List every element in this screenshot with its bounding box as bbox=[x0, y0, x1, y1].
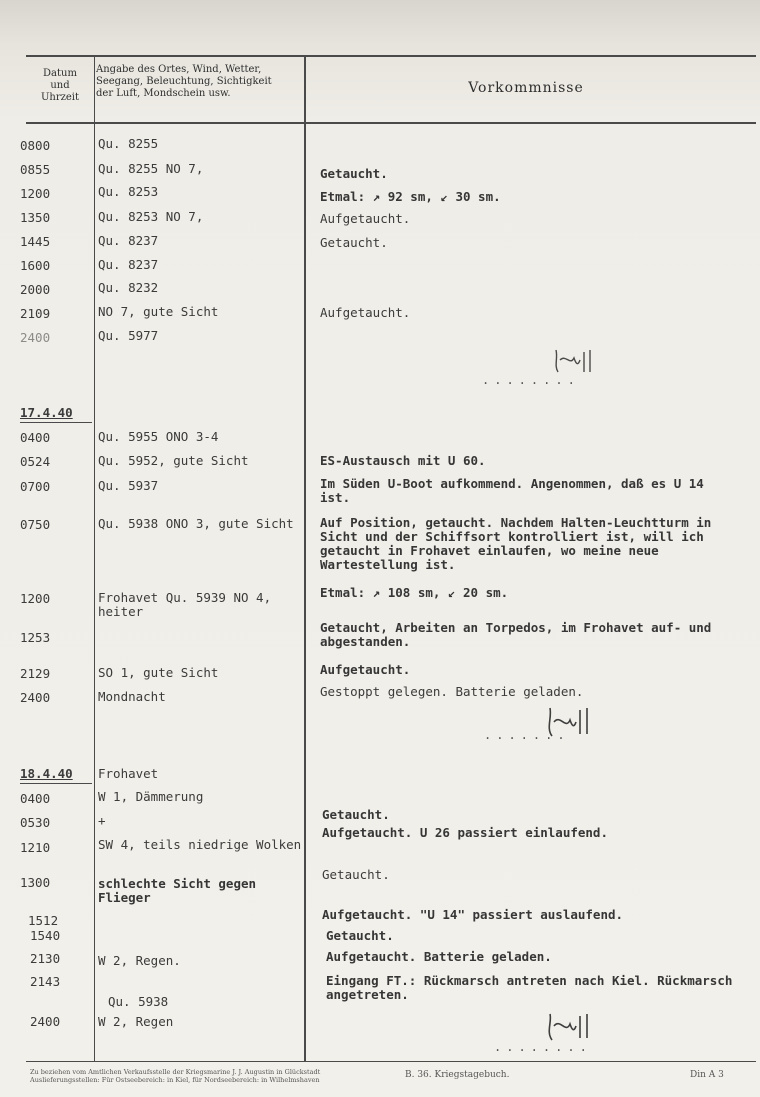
log-event: Getaucht, Arbeiten an Torpedos, im Frohavet auf- und abgestanden. bbox=[320, 620, 712, 649]
column-rule-1 bbox=[94, 56, 95, 1061]
log-place: Qu. 5955 ONO 3-4 bbox=[98, 429, 219, 444]
log-place: Qu. 8255 bbox=[98, 136, 159, 151]
log-event: Getaucht. bbox=[326, 928, 394, 943]
log-place: W 2, Regen bbox=[98, 1014, 174, 1029]
log-time: 2400 bbox=[30, 1014, 61, 1029]
log-place: SO 1, gute Sicht bbox=[98, 665, 219, 680]
closing-dots: ....... bbox=[484, 728, 570, 742]
date-rule bbox=[20, 783, 92, 784]
log-event: Aufgetaucht. bbox=[320, 211, 411, 226]
header-col-date: Datum und Uhrzeit bbox=[40, 68, 80, 103]
log-event: Etmal: ↗ 108 sm, ↙ 20 sm. bbox=[320, 585, 509, 600]
log-event: Getaucht. bbox=[322, 807, 390, 822]
log-place: Qu. 5952, gute Sicht bbox=[98, 453, 249, 468]
log-place: Mondnacht bbox=[98, 689, 166, 704]
footer-publisher: Zu beziehen vom Amtlichen Verkaufsstelle der Kriegsmarine J. J. Augustin in Glückstadt Auslieferungsstellen: Für Ostseebereich: in Kiel, für Nordseebereich: in Wilhelmshaven bbox=[30, 1068, 321, 1084]
column-rule-2 bbox=[304, 56, 306, 1061]
log-event: Im Süden U-Boot aufkommend. Angenommen, daß es U 14 ist. bbox=[320, 476, 704, 505]
log-time: 0524 bbox=[20, 454, 51, 469]
log-place: Qu. 8253 bbox=[98, 184, 159, 199]
log-place: Qu. 8232 bbox=[98, 280, 159, 295]
log-place: Qu. 5938 bbox=[108, 994, 169, 1009]
log-event: Aufgetaucht. bbox=[320, 305, 411, 320]
log-time: 0750 bbox=[20, 517, 51, 532]
log-event: Getaucht. bbox=[322, 867, 390, 882]
log-event: Aufgetaucht. U 26 passiert einlaufend. bbox=[322, 825, 608, 840]
log-time: 2000 bbox=[20, 282, 51, 297]
log-place: Qu. 5937 bbox=[98, 478, 159, 493]
log-time: 0855 bbox=[20, 162, 51, 177]
footer-paper-size: Din A 3 bbox=[690, 1070, 724, 1080]
log-time: 2109 bbox=[20, 306, 51, 321]
log-time: 0800 bbox=[20, 138, 51, 153]
log-event: Getaucht. bbox=[320, 166, 388, 181]
header-bottom-rule bbox=[26, 122, 756, 124]
log-time: 1300 bbox=[20, 875, 51, 890]
log-place: Qu. 5977 bbox=[98, 328, 159, 343]
header-top-rule bbox=[26, 55, 756, 57]
log-time: 1200 bbox=[20, 186, 51, 201]
footer-form-title: B. 36. Kriegstagebuch. bbox=[405, 1070, 510, 1080]
log-place: Qu. 8237 bbox=[98, 233, 159, 248]
date-rule bbox=[20, 422, 92, 423]
log-place: Qu. 8237 bbox=[98, 257, 159, 272]
closing-dots: ........ bbox=[482, 373, 580, 387]
log-place: Frohavet bbox=[98, 766, 159, 781]
log-event: ES-Austausch mit U 60. bbox=[320, 453, 486, 468]
log-place: W 2, Regen. bbox=[98, 953, 181, 968]
log-time: 1210 bbox=[20, 840, 51, 855]
log-time: 1200 bbox=[20, 591, 51, 606]
log-place: W 1, Dämmerung bbox=[98, 789, 204, 804]
log-place: Qu. 5938 ONO 3, gute Sicht bbox=[98, 516, 294, 531]
footer-rule bbox=[26, 1061, 756, 1062]
header-col-place: Angabe des Ortes, Wind, Wetter, Seegang, Beleuchtung, Sichtigkeit der Luft, Mondschein usw. bbox=[96, 64, 272, 99]
closing-dots: ........ bbox=[494, 1040, 592, 1054]
log-time: 2143 bbox=[30, 974, 61, 989]
log-time: 1600 bbox=[20, 258, 51, 273]
log-event: Eingang FT.: Rückmarsch antreten nach Kiel. Rückmarsch angetreten. bbox=[326, 973, 733, 1002]
log-event: Etmal: ↗ 92 sm, ↙ 30 sm. bbox=[320, 189, 501, 204]
log-place: Frohavet Qu. 5939 NO 4, heiter bbox=[98, 590, 272, 619]
log-event: Auf Position, getaucht. Nachdem Halten-Leuchtturm in Sicht und der Schiffsort kontrolliert ist, will ich getaucht in Frohavet einlaufen, wo meine neue Wartestellung ist. bbox=[320, 515, 712, 572]
log-time: 0530 bbox=[20, 815, 51, 830]
log-time: 2400 bbox=[20, 690, 51, 705]
log-time: 0700 bbox=[20, 479, 51, 494]
log-time: 0400 bbox=[20, 430, 51, 445]
log-place: Qu. 8253 NO 7, bbox=[98, 209, 204, 224]
log-date: 18.4.40 bbox=[20, 766, 73, 781]
log-place: NO 7, gute Sicht bbox=[98, 304, 219, 319]
log-place: Qu. 8255 NO 7, bbox=[98, 161, 204, 176]
log-event: Getaucht. bbox=[320, 235, 388, 250]
log-place: + bbox=[98, 813, 106, 828]
log-event: Gestoppt gelegen. Batterie geladen. bbox=[320, 684, 584, 699]
log-time: 2129 bbox=[20, 666, 51, 681]
log-event: Aufgetaucht. Batterie geladen. bbox=[326, 949, 552, 964]
log-time: 1350 bbox=[20, 210, 51, 225]
log-time: 0400 bbox=[20, 791, 51, 806]
log-place: schlechte Sicht gegen Flieger bbox=[98, 876, 257, 905]
header-col-events: Vorkommnisse bbox=[468, 80, 584, 96]
log-event: Aufgetaucht. "U 14" passiert auslaufend. bbox=[322, 907, 624, 922]
log-time: 2130 bbox=[30, 951, 61, 966]
log-time: 1253 bbox=[20, 630, 51, 645]
log-time: 2400 bbox=[20, 330, 51, 345]
log-date: 17.4.40 bbox=[20, 405, 73, 420]
log-time: 1512 bbox=[28, 913, 59, 928]
log-time: 1540 bbox=[30, 928, 61, 943]
log-time: 1445 bbox=[20, 234, 51, 249]
log-event: Aufgetaucht. bbox=[320, 662, 411, 677]
log-place: SW 4, teils niedrige Wolken bbox=[98, 837, 302, 852]
